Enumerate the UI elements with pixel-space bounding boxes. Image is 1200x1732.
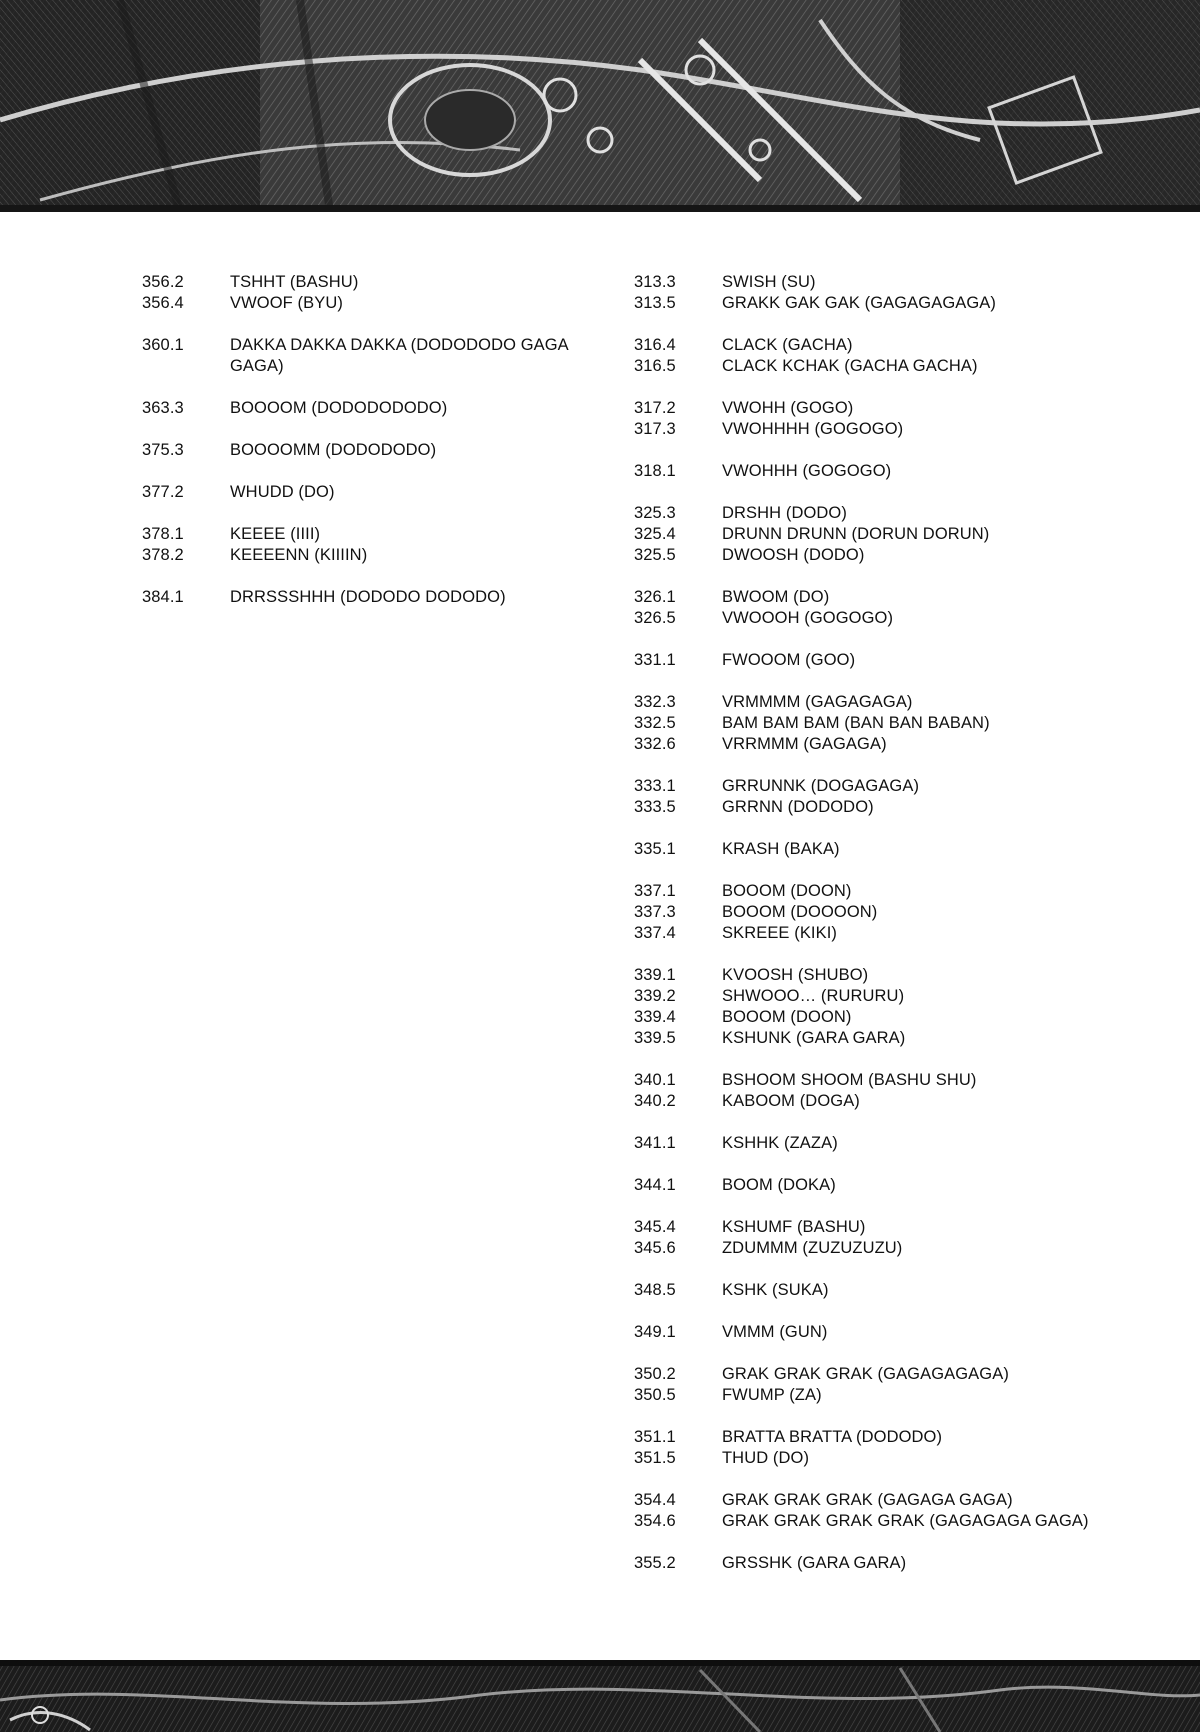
page-panel-number: 318.1	[634, 462, 676, 480]
sound-effect-entry	[142, 524, 592, 545]
sound-effect-translation: WHUDD (DO)	[230, 483, 335, 501]
page-panel-number: 375.3	[142, 441, 184, 459]
page-panel-number: 325.4	[634, 525, 676, 543]
sound-effect-entry	[634, 1133, 1104, 1154]
sound-effect-entry	[634, 398, 1104, 419]
sound-effect-entry	[142, 440, 592, 461]
sound-effect-entry	[634, 272, 1104, 293]
sound-effect-translation: BOOOOMM (DODODODO)	[230, 441, 437, 459]
page-panel-number: 316.5	[634, 357, 676, 375]
page-panel-number: 317.3	[634, 420, 676, 438]
page-panel-number: 332.5	[634, 714, 676, 732]
page-panel-number: 378.1	[142, 525, 184, 543]
page-panel-number: 345.4	[634, 1218, 676, 1236]
entry-group	[634, 461, 1104, 482]
entry-group	[634, 398, 1104, 440]
sound-effect-translation: DRSHH (DODO)	[722, 504, 847, 522]
sound-effect-translation: SWISH (SU)	[722, 273, 816, 291]
page-panel-number: 351.1	[634, 1428, 676, 1446]
sound-effect-translation: SKREEE (KIKI)	[722, 924, 837, 942]
page-panel-number: 337.3	[634, 903, 676, 921]
sound-effect-translation: CLACK KCHAK (GACHA GACHA)	[722, 357, 978, 375]
right-sound-effects-column	[634, 272, 1104, 1595]
left-sound-effects-column	[142, 272, 592, 629]
page-panel-number: 313.3	[634, 273, 676, 291]
sound-effect-entry	[634, 734, 1104, 755]
page-panel-number: 335.1	[634, 840, 676, 858]
page-panel-number: 316.4	[634, 336, 676, 354]
page-panel-number: 339.4	[634, 1008, 676, 1026]
entry-group	[142, 482, 592, 503]
page-panel-number: 325.3	[634, 504, 676, 522]
sound-effect-entry	[634, 797, 1104, 818]
entry-group	[634, 587, 1104, 629]
entry-group	[142, 587, 592, 608]
entry-group	[634, 1175, 1104, 1196]
sound-effect-entry	[634, 524, 1104, 545]
sound-effect-entry	[634, 1427, 1104, 1448]
page-panel-number: 354.4	[634, 1491, 676, 1509]
page-panel-number: 356.4	[142, 294, 184, 312]
sound-effect-entry	[634, 713, 1104, 734]
entry-group	[634, 1280, 1104, 1301]
sound-effect-entry	[634, 587, 1104, 608]
entry-group	[634, 692, 1104, 755]
page-panel-number: 384.1	[142, 588, 184, 606]
page-panel-number: 345.6	[634, 1239, 676, 1257]
page-panel-number: 313.5	[634, 294, 676, 312]
sound-effect-entry	[634, 1322, 1104, 1343]
sound-effect-entry	[142, 272, 592, 293]
sound-effect-entry	[142, 587, 592, 608]
page-panel-number: 339.5	[634, 1029, 676, 1047]
sound-effect-entry	[634, 923, 1104, 944]
entry-group	[142, 398, 592, 419]
sound-effect-translation: FWOOOM (GOO)	[722, 651, 856, 669]
sound-effect-entry	[634, 608, 1104, 629]
top-artwork-banner	[0, 0, 1200, 212]
sound-effect-translation: KVOOSH (SHUBO)	[722, 966, 869, 984]
sound-effect-translation: KEEEENN (KIIIIN)	[230, 546, 368, 564]
sound-effect-entry	[634, 776, 1104, 797]
sound-effect-entry	[634, 293, 1104, 314]
sound-effect-entry	[634, 1028, 1104, 1049]
entry-group	[634, 1133, 1104, 1154]
sound-effect-translation: SHWOOO… (RURURU)	[722, 987, 905, 1005]
sound-effect-translation: BOOOM (DOON)	[722, 1008, 852, 1026]
page-panel-number: 339.1	[634, 966, 676, 984]
sound-effect-translation: BSHOOM SHOOM (BASHU SHU)	[722, 1071, 977, 1089]
page-panel-number: 350.5	[634, 1386, 676, 1404]
entry-group	[634, 965, 1104, 1049]
sound-effect-entry	[142, 335, 592, 377]
entry-group	[634, 335, 1104, 377]
sound-effect-entry	[634, 503, 1104, 524]
sound-effect-entry	[634, 650, 1104, 671]
sound-effect-entry	[634, 902, 1104, 923]
sound-effect-translation: BOOOM (DOOOON)	[722, 903, 878, 921]
sound-effect-translation: BAM BAM BAM (BAN BAN BABAN)	[722, 714, 990, 732]
entry-group	[634, 1490, 1104, 1532]
sound-effect-translation: GRAK GRAK GRAK (GAGAGA GAGA)	[722, 1491, 1013, 1509]
page-panel-number: 354.6	[634, 1512, 676, 1530]
entry-group	[634, 650, 1104, 671]
sound-effect-translation: BWOOM (DO)	[722, 588, 830, 606]
sound-effect-translation: FWUMP (ZA)	[722, 1386, 822, 1404]
sound-effect-entry	[634, 335, 1104, 356]
sound-effect-translation: THUD (DO)	[722, 1449, 810, 1467]
page-panel-number: 356.2	[142, 273, 184, 291]
sound-effect-entry	[634, 1217, 1104, 1238]
sound-effect-translation: GRSSHK (GARA GARA)	[722, 1554, 907, 1572]
sound-effect-translation: KABOOM (DOGA)	[722, 1092, 860, 1110]
sound-effect-entry	[634, 461, 1104, 482]
sound-effect-entry	[634, 1385, 1104, 1406]
sound-effect-translation: VRMMMM (GAGAGAGA)	[722, 693, 913, 711]
sound-effect-translation: GRRNN (DODODO)	[722, 798, 874, 816]
page-panel-number: 340.2	[634, 1092, 676, 1110]
page-panel-number: 350.2	[634, 1365, 676, 1383]
sound-effect-entry	[634, 1490, 1104, 1511]
sound-effect-translation: TSHHT (BASHU)	[230, 273, 359, 291]
page-panel-number: 363.3	[142, 399, 184, 417]
page-panel-number: 340.1	[634, 1071, 676, 1089]
sound-effect-entry	[142, 545, 592, 566]
sound-effect-translation: DRRSSSHHH (DODODO DODODO)	[230, 588, 506, 606]
sound-effect-translation: VMMM (GUN)	[722, 1323, 828, 1341]
sound-effect-translation: BOOOOM (DODODODODO)	[230, 399, 448, 417]
sound-effect-entry	[634, 1175, 1104, 1196]
sound-effect-entry	[142, 398, 592, 419]
sound-effect-entry	[634, 1448, 1104, 1469]
sound-effect-translation: VWOHHHH (GOGOGO)	[722, 420, 904, 438]
page-panel-number: 333.1	[634, 777, 676, 795]
sound-effect-translation: VRRMMM (GAGAGA)	[722, 735, 887, 753]
page-panel-number: 355.2	[634, 1554, 676, 1572]
page-panel-number: 344.1	[634, 1176, 676, 1194]
sound-effect-entry	[634, 965, 1104, 986]
sound-effect-entry	[634, 1553, 1104, 1574]
sound-effect-entry	[634, 692, 1104, 713]
sound-effect-translation: KEEEE (IIII)	[230, 525, 321, 543]
sound-effect-entry	[634, 839, 1104, 860]
sound-effect-translation: KSHUNK (GARA GARA)	[722, 1029, 906, 1047]
sound-effect-entry	[142, 293, 592, 314]
sound-effect-translation: GRAK GRAK GRAK (GAGAGAGAGA)	[722, 1365, 1009, 1383]
sound-effect-translation: GRAKK GAK GAK (GAGAGAGAGA)	[722, 294, 996, 312]
page-panel-number: 337.1	[634, 882, 676, 900]
entry-group	[634, 881, 1104, 944]
sound-effect-entry	[634, 986, 1104, 1007]
sound-effect-translation: BOOM (DOKA)	[722, 1176, 836, 1194]
page-panel-number: 349.1	[634, 1323, 676, 1341]
entry-group	[142, 440, 592, 461]
sound-effect-translation: KSHUMF (BASHU)	[722, 1218, 866, 1236]
page-panel-number: 351.5	[634, 1449, 676, 1467]
entry-group	[634, 1070, 1104, 1112]
sound-effect-translation: DWOOSH (DODO)	[722, 546, 865, 564]
sound-effect-translation: KSHHK (ZAZA)	[722, 1134, 838, 1152]
sound-effect-translation: VWOHHH (GOGOGO)	[722, 462, 892, 480]
page-panel-number: 326.1	[634, 588, 676, 606]
sound-effect-entry	[634, 1280, 1104, 1301]
entry-group	[142, 524, 592, 566]
entry-group	[634, 503, 1104, 566]
sound-effect-entry	[634, 419, 1104, 440]
sound-effect-entry	[634, 545, 1104, 566]
page-panel-number: 326.5	[634, 609, 676, 627]
sound-effect-translation: GRAK GRAK GRAK GRAK (GAGAGAGA GAGA)	[722, 1512, 1089, 1530]
entry-group	[634, 839, 1104, 860]
sound-effect-translation: BRATTA BRATTA (DODODO)	[722, 1428, 943, 1446]
page-panel-number: 377.2	[142, 483, 184, 501]
sound-effect-entry	[634, 881, 1104, 902]
sound-effect-translation: VWOOOH (GOGOGO)	[722, 609, 894, 627]
sound-effect-translation: DAKKA DAKKA DAKKA (DODODODO GAGA GAGA)	[230, 336, 568, 375]
sound-effect-translation: DRUNN DRUNN (DORUN DORUN)	[722, 525, 990, 543]
sound-effect-translation: BOOOM (DOON)	[722, 882, 852, 900]
page-panel-number: 325.5	[634, 546, 676, 564]
sound-effect-translation: VWOHH (GOGO)	[722, 399, 854, 417]
page-panel-number: 331.1	[634, 651, 676, 669]
sound-effect-entry	[634, 1511, 1104, 1532]
page-panel-number: 378.2	[142, 546, 184, 564]
entry-group	[634, 1427, 1104, 1469]
sound-effect-translation: KSHK (SUKA)	[722, 1281, 829, 1299]
page-panel-number: 360.1	[142, 336, 184, 354]
sound-effect-translation: GRRUNNK (DOGAGAGA)	[722, 777, 920, 795]
entry-group	[634, 1364, 1104, 1406]
sound-effect-translation: VWOOF (BYU)	[230, 294, 343, 312]
sound-effect-entry	[634, 1238, 1104, 1259]
entry-group	[142, 272, 592, 314]
entry-group	[142, 335, 592, 377]
sound-effect-entry	[634, 356, 1104, 377]
page-panel-number: 348.5	[634, 1281, 676, 1299]
sound-effect-entry	[634, 1091, 1104, 1112]
entry-group	[634, 1322, 1104, 1343]
entry-group	[634, 1217, 1104, 1259]
page-panel-number: 333.5	[634, 798, 676, 816]
entry-group	[634, 272, 1104, 314]
page-panel-number: 332.6	[634, 735, 676, 753]
page-panel-number: 341.1	[634, 1134, 676, 1152]
page-panel-number: 332.3	[634, 693, 676, 711]
entry-group	[634, 776, 1104, 818]
sound-effect-translation: ZDUMMM (ZUZUZUZU)	[722, 1239, 903, 1257]
sound-effect-entry	[634, 1007, 1104, 1028]
page-panel-number: 337.4	[634, 924, 676, 942]
sound-effect-entry	[634, 1070, 1104, 1091]
bottom-artwork-banner	[0, 1660, 1200, 1732]
sound-effect-entry	[634, 1364, 1104, 1385]
page-panel-number: 339.2	[634, 987, 676, 1005]
page-panel-number: 317.2	[634, 399, 676, 417]
entry-group	[634, 1553, 1104, 1574]
sound-effect-translation: CLACK (GACHA)	[722, 336, 853, 354]
sound-effect-entry	[142, 482, 592, 503]
sound-effect-translation: KRASH (BAKA)	[722, 840, 840, 858]
